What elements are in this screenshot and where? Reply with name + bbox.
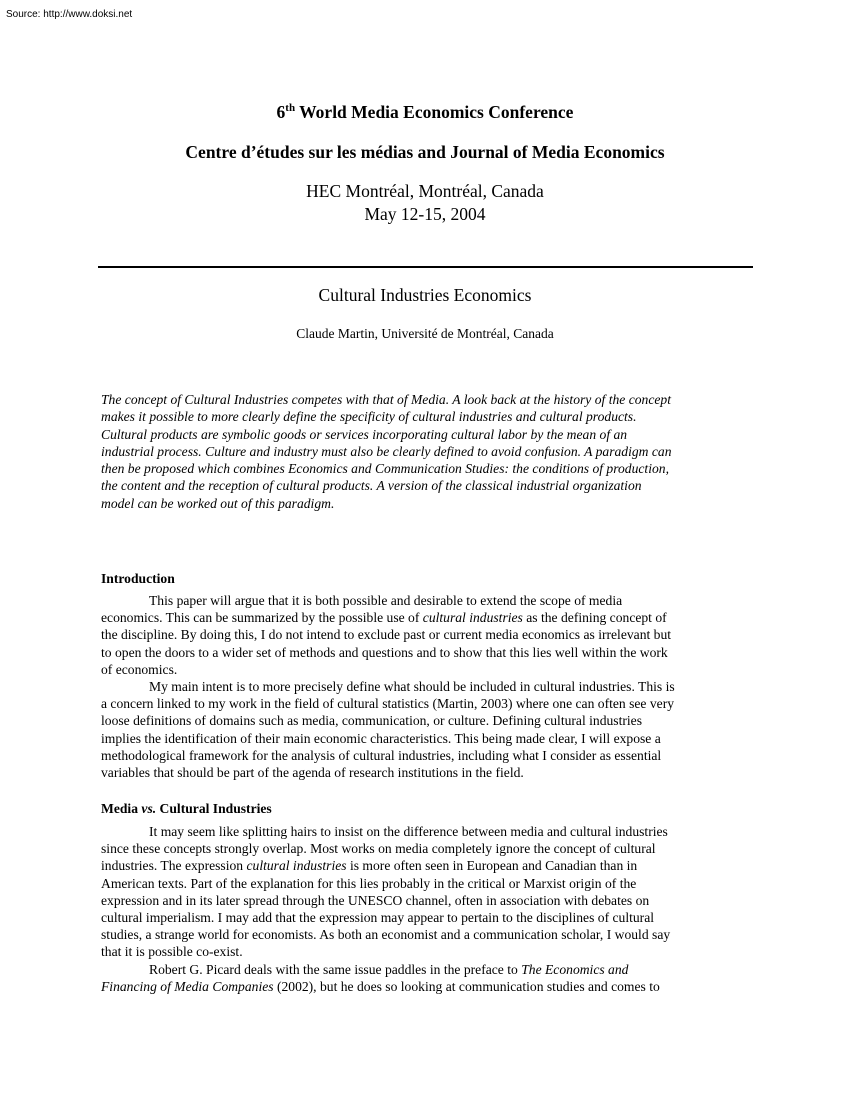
paragraph-line [101, 961, 670, 978]
paragraph-line: the discipline. By doing this, I do not intend to exclude past or current media economics as irrelevant but [101, 627, 672, 643]
paragraph-line: methodological framework for the analysis of cultural industries, including what I consider as essential [101, 747, 662, 763]
paragraph-line [101, 857, 670, 874]
paragraph-line [101, 978, 670, 995]
paragraph-line: American texts. Part of the explanation for this lies probably in the critical or Marxist origin of the [101, 875, 637, 891]
ordinal-suffix: th [285, 102, 296, 114]
conference-dates: May 12-15, 2004 [364, 204, 486, 224]
abstract-line: then be proposed which combines Economics and Communication Studies: the conditions of production, [101, 461, 669, 477]
abstract-line: industrial process. Culture and industry must also be clearly defined to avoid confusion. A paradigm can [101, 443, 672, 459]
paragraph-line: variables that should be part of the agenda of research institutions in the field. [101, 765, 524, 781]
paper-title: Cultural Industries Economics [318, 285, 532, 305]
conference-title-text: World Media Economics Conference [295, 102, 574, 122]
text-run: Robert G. Picard deals with the same issue paddles in the preface to [149, 961, 522, 977]
ordinal-number: 6 [276, 102, 286, 122]
horizontal-rule [98, 266, 753, 268]
conference-organizers: Centre d’études sur les médias and Journal of Media Economics [185, 142, 665, 162]
paragraph-line: loose definitions of domains such as media, communication, or culture. Defining cultural industries [101, 713, 642, 729]
text-run: (2002), but he does so looking at communication studies and comes to [273, 978, 660, 994]
paragraph-line: This paper will argue that it is both possible and desirable to extend the scope of media [149, 593, 623, 608]
paragraph-line: a concern linked to my work in the field of cultural statistics (Martin, 2003) where one can often see very [101, 696, 675, 712]
emphasis-text: cultural industries [246, 858, 347, 874]
paragraph-line: implies the identification of their main economic characteristics. This being made clear, I will expose a [101, 730, 661, 746]
paragraph-line: My main intent is to more precisely define what should be included in cultural industries. This is [149, 679, 675, 695]
conference-title [0, 102, 850, 123]
section-body [101, 823, 670, 995]
heading-part: Cultural Industries [156, 801, 272, 816]
emphasis-text: Financing of Media Companies [101, 978, 274, 994]
emphasis-text: The Economics and [521, 961, 629, 977]
abstract [101, 391, 672, 512]
text-run: is more often seen in European and Canadian than in [346, 858, 638, 874]
introduction-body [101, 592, 675, 781]
heading-part: Media [101, 801, 142, 816]
paragraph-line [101, 609, 675, 626]
paragraph-line: to open the doors to a wider set of methods and questions and to show that this lies well within the work [101, 644, 668, 660]
paragraph-line: It may seem like splitting hairs to insist on the difference between media and cultural industries [149, 824, 668, 839]
conference-venue: HEC Montréal, Montréal, Canada [306, 181, 544, 201]
text-run: economics. This can be summarized by the possible use of [101, 610, 423, 626]
paragraph-line: of economics. [101, 661, 178, 677]
abstract-line: model can be worked out of this paradigm. [101, 495, 335, 511]
paper-author: Claude Martin, Université de Montréal, Canada [296, 326, 554, 341]
abstract-line: makes it possible to more clearly define the specificity of cultural industries and cultural products. [101, 409, 637, 425]
paragraph-line: cultural imperialism. I may add that the expression may appear to pertain to the disciplines of cultural [101, 910, 655, 926]
source-url: Source: http://www.doksi.net [6, 9, 133, 20]
paragraph-line: that it is possible co-exist. [101, 944, 243, 960]
paragraph-line: expression and in its later spread through the UNESCO channel, often in association with debates on [101, 892, 650, 908]
heading-vs: vs. [141, 801, 157, 816]
paragraph-line: studies, a strange world for economists. As both an economist and a communication scholar, I would say [101, 927, 671, 943]
introduction-heading: Introduction [101, 571, 175, 586]
paragraph-line: since these concepts strongly overlap. Most works on media completely ignore the concept of cultural [101, 841, 656, 857]
abstract-line: The concept of Cultural Industries competes with that of Media. A look back at the history of the concept [101, 392, 671, 407]
emphasis-text: cultural industries [422, 610, 523, 626]
abstract-line: Cultural products are symbolic goods or services incorporating cultural labor by the mean of an [101, 426, 628, 442]
text-run: industries. The expression [101, 858, 247, 874]
abstract-line: the content and the reception of cultural products. A version of the classical industrial organization [101, 478, 642, 494]
section-heading [101, 801, 272, 817]
text-run: as the defining concept of [522, 610, 667, 626]
